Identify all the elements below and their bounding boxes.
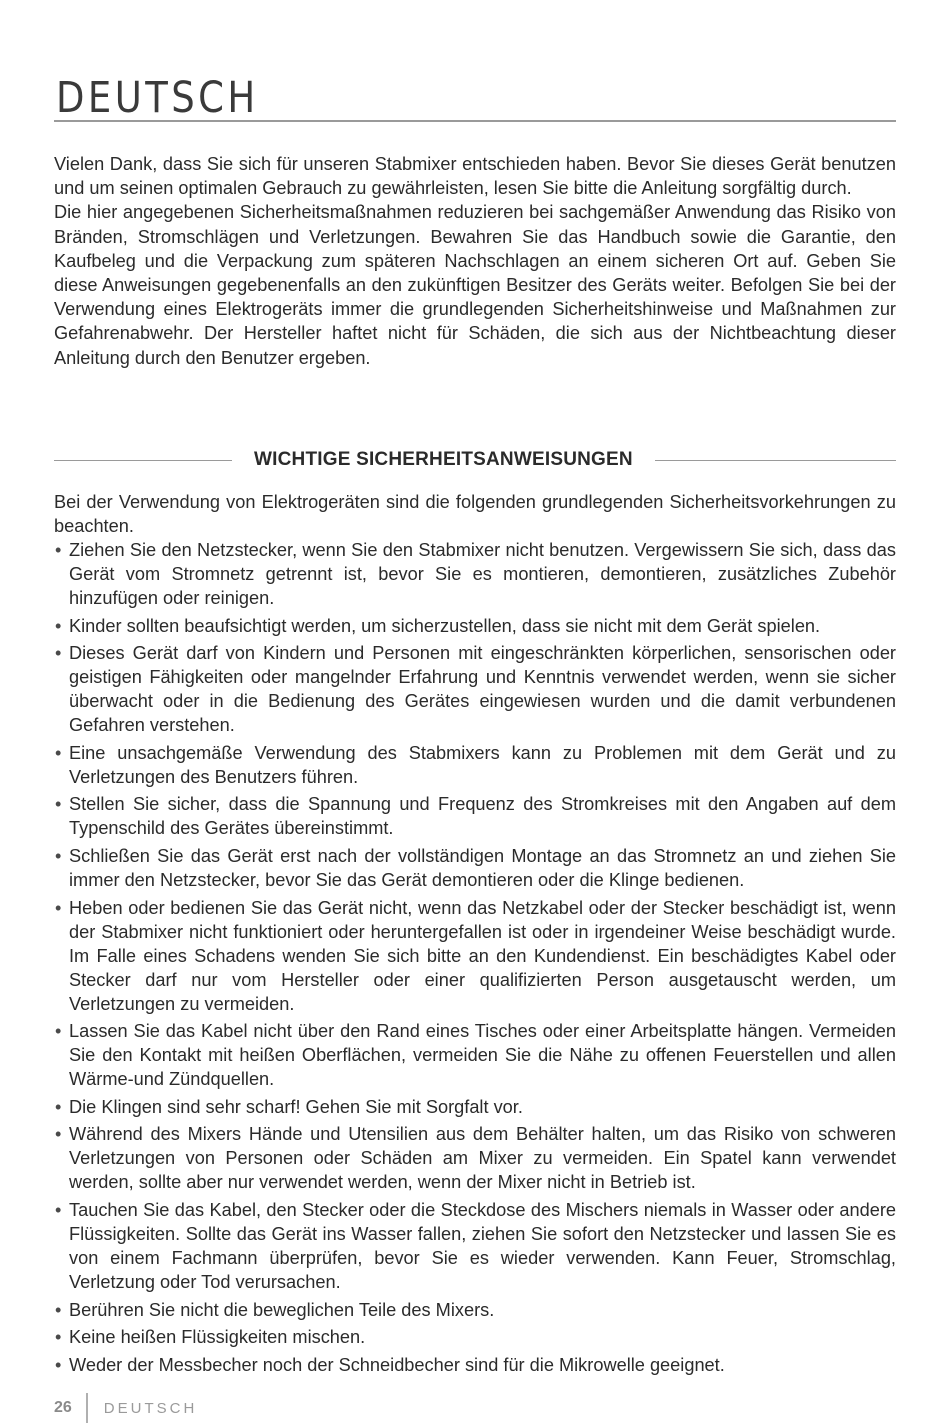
footer-section-name: DEUTSCH bbox=[103, 1399, 198, 1417]
safety-instruction-item: • Kinder sollten beaufsichtigt werden, um sicherzustellen, dass sie nicht mit dem Gerät spielen. bbox=[54, 614, 896, 638]
safety-instruction-item: • Die Klingen sind sehr scharf! Gehen Sie mit Sorgfalt vor. bbox=[54, 1095, 896, 1119]
intro-paragraph: Die hier angegebenen Sicherheitsmaßnahmen reduzieren bei sachgemäßer Anwendung das Risiko von Bränden, Stromschlägen und Verletzungen. Bewahren Sie das Handbuch sowie die Garantie, den Kaufbeleg und die Verpackung zum späteren Nachschlagen an einem sicheren Ort auf. Geben Sie diese Anweisungen gegebenenfalls an den zukünftigen Besitzer des Geräts weiter. Befolgen Sie bei der Verwendung eines Elektrogeräts immer die grundlegenden Sicherheitshinweise und Maßnahmen zur Gefahrenabwehr. Der Hersteller haftet nicht für Schäden, die sich aus der Nichtbeachtung dieser Anleitung durch den Benutzer ergeben. bbox=[54, 202, 896, 368]
safety-instruction-item: • Weder der Messbecher noch der Schneidbecher sind für die Mikrowelle geeignet. bbox=[54, 1353, 896, 1377]
page-footer bbox=[54, 1393, 197, 1423]
safety-instruction-item: • Eine unsachgemäße Verwendung des Stabmixers kann zu Problemen mit dem Gerät und zu Verletzungen des Benutzers führen. bbox=[54, 741, 896, 789]
safety-instructions-list bbox=[54, 538, 896, 1380]
intro-text bbox=[54, 152, 896, 370]
safety-section-heading bbox=[54, 446, 896, 474]
safety-heading-label: WICHTIGE SICHERHEITSANWEISUNGEN bbox=[254, 449, 633, 470]
page-number: 26 bbox=[54, 1399, 72, 1416]
safety-instruction-item: • Heben oder bedienen Sie das Gerät nicht, wenn das Netzkabel oder der Stecker beschädigt ist, wenn der Stabmixer nicht funktioniert oder heruntergefallen ist oder in irgendeiner Weise beschädigt wurde. Im Falle eines Schadens wenden Sie sich bitte an den Kundendienst. Ein beschädigtes Kabel oder Stecker darf nur vom Hersteller oder einer qualifizierten Person ausgetauscht werden, um Verletzungen zu vermeiden. bbox=[54, 896, 896, 1016]
heading-divider-right bbox=[655, 460, 896, 461]
safety-instruction-item: • Keine heißen Flüssigkeiten mischen. bbox=[54, 1325, 896, 1349]
safety-instruction-item: • Berühren Sie nicht die beweglichen Teile des Mixers. bbox=[54, 1298, 896, 1322]
safety-instruction-item: • Stellen Sie sicher, dass die Spannung und Frequenz des Stromkreises mit den Angaben auf dem Typenschild des Gerätes übereinstimmt. bbox=[54, 792, 896, 840]
safety-instruction-item: • Ziehen Sie den Netzstecker, wenn Sie den Stabmixer nicht benutzen. Vergewissern Sie sich, dass das Gerät vom Stromnetz getrennt ist, bevor Sie es montieren, demontieren, zusätzliches Zubehör hinzufügen oder reinigen. bbox=[54, 538, 896, 610]
title-divider bbox=[54, 120, 896, 122]
safety-instruction-item: • Schließen Sie das Gerät erst nach der vollständigen Montage an das Stromnetz an und ziehen Sie immer den Netzstecker, bevor Sie das Gerät demontieren oder die Klinge bedienen. bbox=[54, 844, 896, 892]
page-title: DEUTSCH bbox=[56, 72, 259, 123]
safety-intro: Bei der Verwendung von Elektrogeräten sind die folgenden grundlegenden Sicherheitsvorkehrungen zu beachten. bbox=[54, 492, 896, 536]
safety-instruction-item: • Während des Mixers Hände und Utensilien aus dem Behälter halten, um das Risiko von schweren Verletzungen von Personen oder Schäden am Mixer zu vermeiden. Ein Spatel kann verwendet werden, sollte aber nur verwendet werden, wenn der Mixer nicht in Betrieb ist. bbox=[54, 1122, 896, 1194]
safety-instruction-item: • Dieses Gerät darf von Kindern und Personen mit eingeschränkten körperlichen, sensorischen oder geistigen Fähigkeiten oder mangelnder Erfahrung und Kenntnis verwendet werden, wenn sie sicher überwacht oder in die Bedienung des Gerätes eingewiesen wurden und die damit verbundenen Gefahren verstehen. bbox=[54, 641, 896, 737]
intro-paragraph: Vielen Dank, dass Sie sich für unseren Stabmixer entschieden haben. Bevor Sie dieses Gerät benutzen und um seinen optimalen Gebrauch zu gewährleisten, lesen Sie bitte die Anleitung sorgfältig durch. bbox=[54, 154, 896, 199]
heading-divider-left bbox=[54, 460, 232, 461]
footer-divider bbox=[86, 1393, 88, 1423]
safety-instruction-item: • Lassen Sie das Kabel nicht über den Rand eines Tisches oder einer Arbeitsplatte hängen. Vermeiden Sie den Kontakt mit heißen Oberflächen, vermeiden Sie die Nähe zu offenen Feuerstellen und allen Wärme-und Zündquellen. bbox=[54, 1019, 896, 1091]
safety-instruction-item: • Tauchen Sie das Kabel, den Stecker oder die Steckdose des Mischers niemals in Wasser oder andere Flüssigkeiten. Sollte das Gerät ins Wasser fallen, ziehen Sie sofort den Netzstecker und lassen Sie es von einem Fachmann überprüfen, bevor Sie es wieder verwenden. Kann Feuer, Stromschlag, Verletzung oder Tod verursachen. bbox=[54, 1198, 896, 1294]
